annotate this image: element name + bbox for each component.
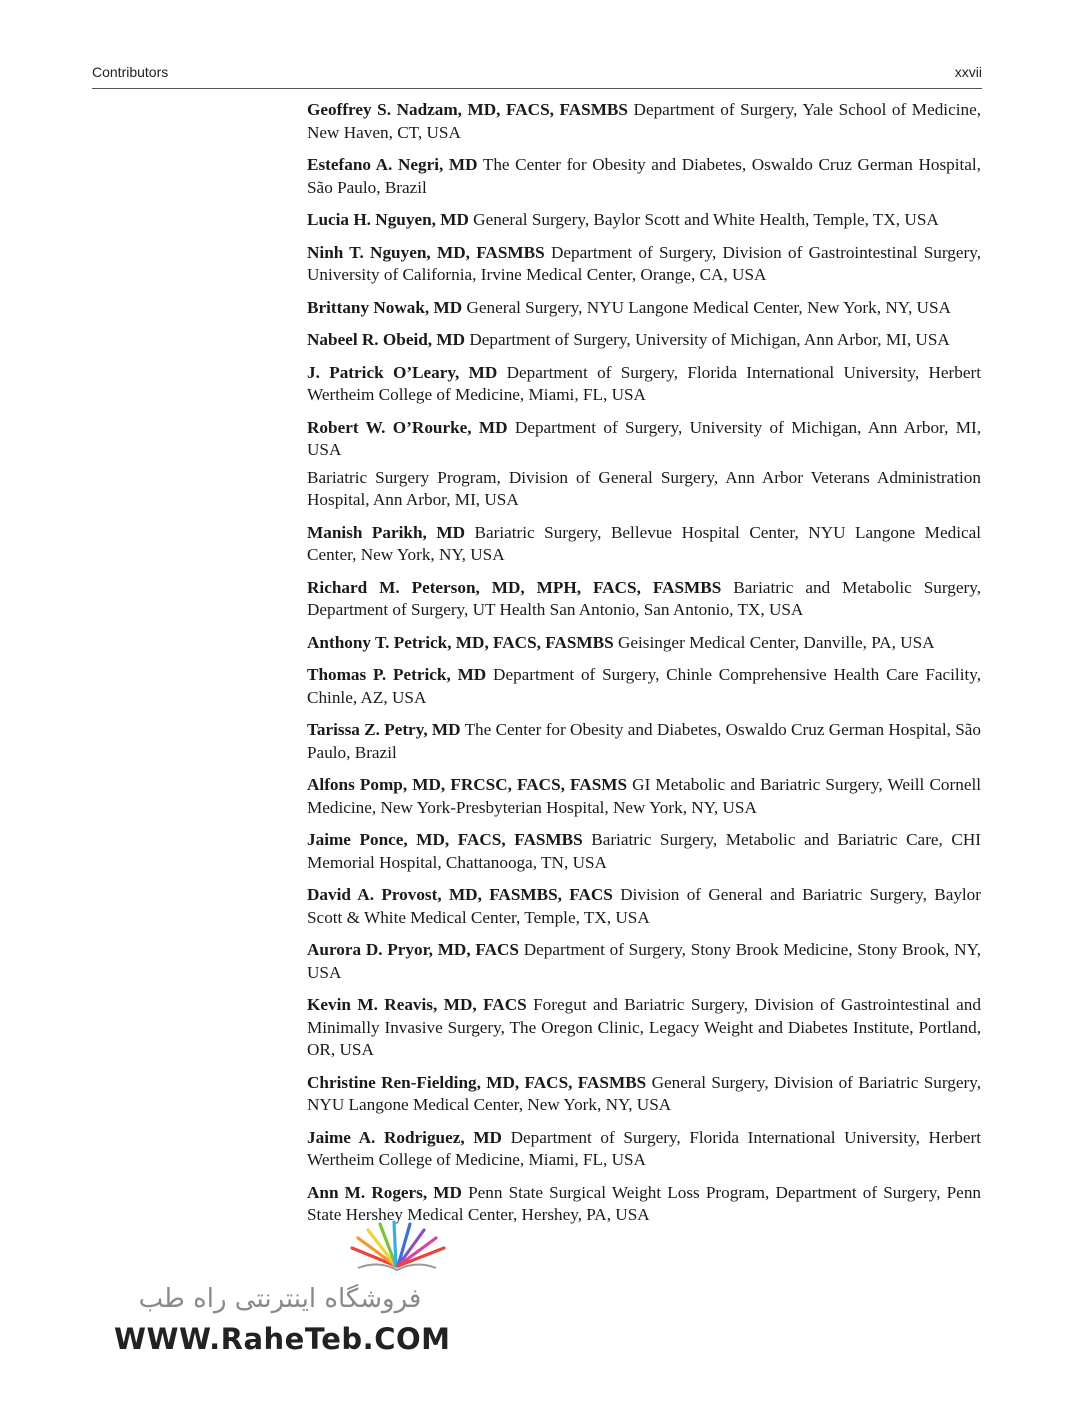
contributor-name: Geoffrey S. Nadzam, MD, FACS, FASMBS — [307, 100, 628, 119]
contributor-name: Alfons Pomp, MD, FRCSC, FACS, FASMS — [307, 775, 628, 794]
contributor-entry — [307, 99, 981, 144]
contributor-name: Manish Parikh, MD — [307, 522, 465, 542]
contributor-entry — [307, 522, 981, 567]
contributor-name: Christine Ren-Fielding, MD, FACS, FASMBS — [307, 1072, 647, 1092]
page-number: xxvii — [954, 64, 982, 80]
contributor-name: Brittany Nowak, MD — [307, 297, 463, 317]
contributor-name: Nabeel R. Obeid, MD — [307, 330, 466, 349]
contributor-entry — [307, 154, 981, 199]
contributor-entry — [307, 994, 981, 1062]
contributor-name: Estefano A. Negri, MD — [307, 155, 478, 174]
contributor-affiliation: Penn State Surgical Weight Loss Program, Department of Surgery, Penn State Hershey Medical Center, Hershey, PA, USA — [307, 1182, 982, 1224]
contributor-entry — [307, 939, 981, 984]
contributor-entry — [307, 329, 981, 352]
contributor-name: Tarissa Z. Petry, MD — [307, 720, 461, 739]
contributors-list — [307, 99, 981, 1237]
contributor-affiliation: Foregut and Bariatric Surgery, Division of Gastrointestinal and Minimally Invasive Surgery, The Oregon Clinic, Legacy Weight and Diabetes Institute, Portland, OR, USA — [307, 995, 981, 1059]
contributor-affiliation: Department of Surgery, Division of Gastrointestinal Surgery, University of California, Irvine Medical Center, Orange, CA, USA — [307, 242, 982, 284]
contributor-entry — [307, 577, 981, 622]
contributor-name: Jaime A. Rodriguez, MD — [307, 1127, 502, 1147]
contributor-affiliation: Department of Surgery, University of Michigan, Ann Arbor, MI, USA — [307, 417, 982, 459]
contributor-affiliation: Department of Surgery, Florida International University, Herbert Wertheim College of Medicine, Miami, FL, USA — [307, 362, 981, 404]
contributor-entry — [307, 774, 981, 819]
contributor-affiliation: Department of Surgery, University of Michigan, Ann Arbor, MI, USA — [469, 330, 950, 349]
contributor-name: J. Patrick O’Leary, MD — [307, 362, 498, 382]
watermark-persian-text: فروشگاه اینترنتی راه طب — [138, 1284, 422, 1314]
contributor-entry — [307, 417, 981, 512]
contributor-name: Ninh T. Nguyen, MD, FASMBS — [307, 242, 545, 262]
contributor-affiliation: Department of Surgery, Stony Brook Medicine, Stony Brook, NY, USA — [307, 940, 982, 982]
contributor-affiliation: General Surgery, Division of Bariatric Surgery, NYU Langone Medical Center, New York, NY, USA — [307, 1072, 982, 1114]
contributor-affiliation: Division of General and Bariatric Surgery, Baylor Scott & White Medical Center, Temple, TX, USA — [307, 885, 982, 927]
contributor-affiliation: Department of Surgery, Yale School of Medicine, New Haven, CT, USA — [307, 100, 982, 142]
contributor-affiliation: GI Metabolic and Bariatric Surgery, Weill Cornell Medicine, New York-Presbyterian Hospital, New York, NY, USA — [307, 775, 981, 817]
contributor-entry — [307, 297, 981, 320]
contributor-affiliation: Bariatric Surgery, Bellevue Hospital Center, NYU Langone Medical Center, New York, NY, USA — [307, 522, 981, 564]
contributor-name: Ann M. Rogers, MD — [307, 1182, 462, 1202]
contributor-affiliation-secondary: Bariatric Surgery Program, Division of General Surgery, Ann Arbor Veterans Administration Hospital, Ann Arbor, MI, USA — [307, 467, 981, 509]
contributor-affiliation: Bariatric and Metabolic Surgery, Department of Surgery, UT Health San Antonio, San Antonio, TX, USA — [307, 577, 982, 619]
contributor-name: Kevin M. Reavis, MD, FACS — [307, 995, 527, 1014]
contributor-entry — [307, 1127, 981, 1172]
contributor-entry — [307, 664, 981, 709]
contributor-affiliation: Department of Surgery, Chinle Comprehensive Health Care Facility, Chinle, AZ, USA — [307, 665, 982, 707]
contributor-entry — [307, 829, 981, 874]
contributor-name: Thomas P. Petrick, MD — [307, 665, 487, 684]
contributor-entry — [307, 719, 981, 764]
contributor-entry — [307, 242, 981, 287]
contributor-entry — [307, 884, 981, 929]
contributor-name: Richard M. Peterson, MD, MPH, FACS, FASMBS — [307, 577, 722, 597]
contributor-affiliation: General Surgery, NYU Langone Medical Center, New York, NY, USA — [466, 297, 951, 317]
watermark-url: WWW.RaheTeb.COM — [114, 1322, 451, 1356]
contributor-name: Lucia H. Nguyen, MD — [307, 210, 469, 229]
contributor-affiliation: General Surgery, Baylor Scott and White Health, Temple, TX, USA — [473, 210, 939, 229]
contributor-name: Anthony T. Petrick, MD, FACS, FASMBS — [307, 632, 614, 652]
contributor-name: Jaime Ponce, MD, FACS, FASMBS — [307, 830, 583, 849]
contributor-entry — [307, 632, 981, 655]
contributor-entry — [307, 1072, 981, 1117]
page-header — [92, 62, 982, 89]
running-head: Contributors — [92, 64, 169, 80]
contributor-name: Aurora D. Pryor, MD, FACS — [307, 940, 519, 959]
contributor-affiliation: Geisinger Medical Center, Danville, PA, USA — [617, 632, 935, 652]
contributor-entry — [307, 209, 981, 232]
contributor-affiliation: The Center for Obesity and Diabetes, Oswaldo Cruz German Hospital, São Paulo, Brazil — [307, 720, 982, 762]
contributor-affiliation: Bariatric Surgery, Metabolic and Bariatric Care, CHI Memorial Hospital, Chattanooga, TN, USA — [307, 830, 982, 872]
contributor-affiliation: The Center for Obesity and Diabetes, Oswaldo Cruz German Hospital, São Paulo, Brazil — [307, 155, 981, 197]
book-logo-icon — [338, 1218, 458, 1278]
contributor-affiliation: Department of Surgery, Florida International University, Herbert Wertheim College of Medicine, Miami, FL, USA — [307, 1127, 982, 1169]
watermark — [110, 1218, 460, 1368]
contributor-entry — [307, 362, 981, 407]
contributor-name: Robert W. O’Rourke, MD — [307, 417, 508, 437]
contributor-name: David A. Provost, MD, FASMBS, FACS — [307, 885, 613, 904]
